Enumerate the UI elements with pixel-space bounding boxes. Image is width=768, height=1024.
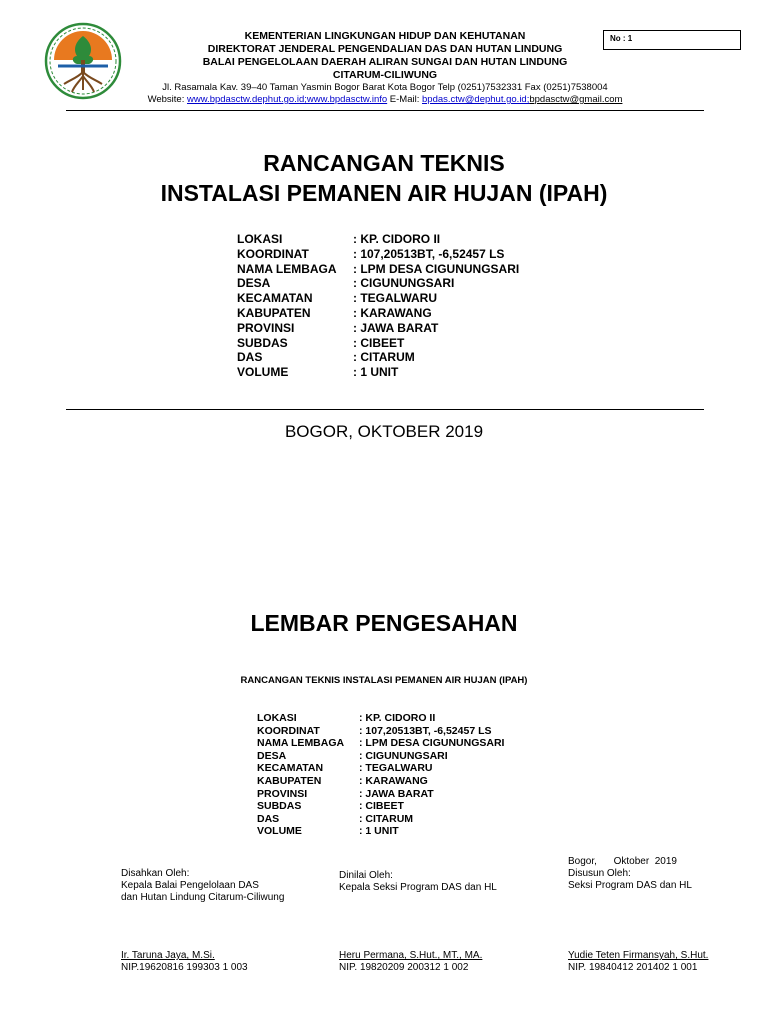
signatory-approved [121, 950, 248, 974]
info-key: KECAMATAN [237, 291, 313, 306]
info-row [257, 800, 504, 813]
title-line-1: RANCANGAN TEKNIS [263, 150, 505, 176]
info-key: KECAMATAN [257, 762, 324, 775]
signatory-nip: NIP.19620816 199303 1 003 [121, 962, 248, 973]
signatory-name: Ir. Taruna Jaya, M.Si. [121, 950, 215, 961]
info-row [257, 750, 504, 763]
document-title [0, 148, 768, 208]
signature-role-line: Kepala Balai Pengelolaan DAS [121, 880, 259, 891]
project-info-table [237, 232, 519, 380]
info-key: SUBDAS [257, 800, 302, 813]
info-row [237, 247, 519, 262]
approval-info-table [257, 712, 504, 838]
header-divider [66, 110, 704, 111]
info-value: : 107,20513BT, -6,52457 LS [353, 246, 505, 261]
info-key: DAS [257, 812, 280, 825]
signatory-prepared [568, 950, 708, 974]
title-line-2: INSTALASI PEMANEN AIR HUJAN (IPAH) [160, 180, 608, 206]
signature-role-line: Dinilai Oleh: [339, 870, 393, 881]
info-key: VOLUME [237, 365, 289, 380]
info-value: : CIBEET [359, 800, 404, 813]
info-value: : CIGUNUNGSARI [359, 749, 448, 762]
info-row [257, 775, 504, 788]
signature-date: Bogor, Oktober 2019 [568, 856, 677, 867]
info-key: SUBDAS [237, 335, 288, 350]
info-value: : KARAWANG [359, 774, 428, 787]
signature-role-line: dan Hutan Lindung Citarum-Ciliwung [121, 892, 285, 903]
section-divider [66, 409, 704, 410]
info-key: PROVINSI [257, 787, 308, 800]
signature-role-line: Seksi Program DAS dan HL [568, 880, 692, 891]
info-row [237, 306, 519, 321]
info-row [237, 262, 519, 277]
info-value: : LPM DESA CIGUNUNGSARI [359, 737, 505, 750]
info-row [257, 737, 504, 750]
letterhead-line-1: KEMENTERIAN LINGKUNGAN HIDUP DAN KEHUTANAN [244, 30, 526, 42]
ministry-logo [44, 22, 122, 100]
info-key: LOKASI [257, 712, 297, 724]
info-row [257, 762, 504, 775]
info-row [257, 712, 504, 725]
info-value: : 107,20513BT, -6,52457 LS [359, 724, 492, 737]
email-label: E-Mail: [387, 94, 422, 105]
info-key: KABUPATEN [237, 305, 311, 320]
info-row [237, 365, 519, 380]
signature-role-line: Disusun Oleh: [568, 868, 631, 879]
info-value: : KP. CIDORO II [353, 232, 441, 246]
letterhead-line-4: CITARUM-CILIWUNG [332, 69, 438, 81]
signatory-nip: NIP. 19840412 201402 1 001 [568, 962, 698, 973]
approval-sheet-subtitle: RANCANGAN TEKNIS INSTALASI PEMANEN AIR HUJAN (IPAH) [240, 675, 528, 686]
signatory-assessed [339, 950, 482, 974]
info-key: KOORDINAT [257, 724, 320, 737]
info-value: : KP. CIDORO II [359, 712, 436, 724]
place-date: BOGOR, OKTOBER 2019 [284, 422, 484, 441]
info-key: NAMA LEMBAGA [257, 737, 345, 750]
info-value: : 1 UNIT [359, 825, 399, 838]
website-label: Website: [147, 94, 187, 105]
info-value: : CIBEET [353, 335, 405, 350]
info-row [257, 825, 504, 838]
info-row [257, 788, 504, 801]
info-value: : TEGALWARU [359, 762, 433, 775]
letterhead-contact [130, 94, 640, 106]
info-row [237, 350, 519, 365]
info-row [237, 321, 519, 336]
info-key: DESA [237, 276, 271, 291]
info-key: NAMA LEMBAGA [237, 261, 337, 276]
letterhead-address: Jl. Rasamala Kav. 39–40 Taman Yasmin Bogor Barat Kota Bogor Telp (0251)7532331 Fax (0251)7538004 [162, 82, 608, 93]
info-key: LOKASI [237, 232, 283, 246]
info-key: VOLUME [257, 825, 302, 838]
info-row [237, 336, 519, 351]
info-key: KOORDINAT [237, 246, 309, 261]
letterhead-line-2: DIREKTORAT JENDERAL PENGENDALIAN DAS DAN HUTAN LINDUNG [207, 43, 563, 55]
email-link-secondary[interactable]: bpdasctw@gmail.com [529, 94, 623, 105]
signature-role-line: Kepala Seksi Program DAS dan HL [339, 882, 497, 893]
signatory-nip: NIP. 19820209 200312 1 002 [339, 962, 469, 973]
info-row [237, 232, 519, 247]
info-key: PROVINSI [237, 320, 295, 335]
info-value: : CITARUM [353, 350, 415, 365]
info-value: : TEGALWARU [353, 291, 437, 306]
signature-role-line: Disahkan Oleh: [121, 868, 190, 879]
ministry-letterhead [130, 30, 640, 106]
info-row [237, 276, 519, 291]
signature-block-assessed [339, 870, 497, 894]
approval-sheet-title: LEMBAR PENGESAHAN [250, 610, 518, 636]
info-key: DAS [237, 350, 263, 365]
info-value: : JAWA BARAT [353, 320, 439, 335]
signatory-name: Yudie Teten Firmansyah, S.Hut. [568, 950, 709, 961]
info-value: : CITARUM [359, 812, 414, 825]
info-key: DESA [257, 749, 287, 762]
info-value: : LPM DESA CIGUNUNGSARI [353, 261, 520, 276]
info-value: : JAWA BARAT [359, 787, 434, 800]
letterhead-line-3: BALAI PENGELOLAAN DAERAH ALIRAN SUNGAI DAN HUTAN LINDUNG [202, 56, 568, 68]
info-value: : CIGUNUNGSARI [353, 276, 455, 291]
signature-block-approved [121, 868, 284, 904]
info-row [257, 813, 504, 826]
info-value: : 1 UNIT [353, 365, 399, 380]
info-key: KABUPATEN [257, 774, 322, 787]
info-value: : KARAWANG [353, 305, 432, 320]
signature-block-prepared [568, 856, 692, 892]
info-row [257, 725, 504, 738]
email-link[interactable]: bpdas.ctw@dephut.go.id; [422, 94, 530, 105]
website-link[interactable]: www.bpdasctw.dephut.go.id;www.bpdasctw.info [187, 94, 388, 105]
signatory-name: Heru Permana, S.Hut., MT., MA. [339, 950, 483, 961]
info-row [237, 291, 519, 306]
document-number-box: No : 1 [603, 30, 741, 50]
